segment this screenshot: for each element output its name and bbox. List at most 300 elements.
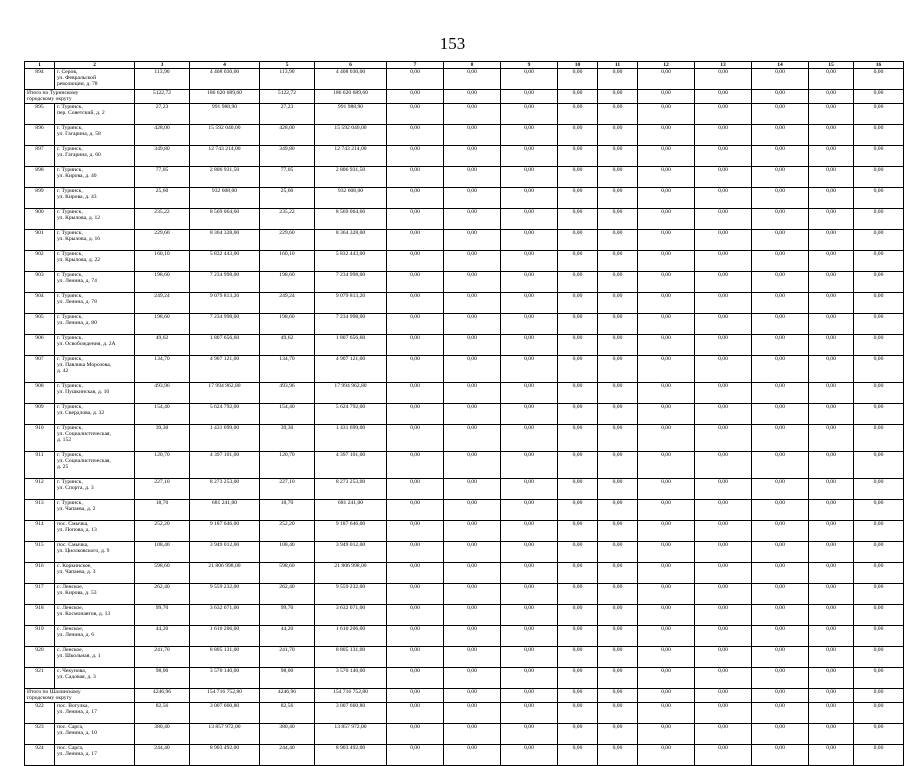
zero-cell: 0,00 [809, 745, 854, 766]
address-cell [55, 647, 135, 668]
address-cell [55, 167, 135, 188]
area-cell: 249,24 [135, 293, 190, 314]
zero-cell: 0,00 [558, 689, 598, 703]
zero-cell: 0,00 [638, 104, 695, 125]
zero-cell: 0,00 [638, 584, 695, 605]
address-line: пос. Смычка, [57, 521, 89, 528]
address-cell [55, 188, 135, 209]
address-cell [55, 521, 135, 542]
zero-cell: 0,00 [444, 479, 501, 500]
zero-cell: 0,00 [387, 146, 444, 167]
zero-cell: 0,00 [598, 404, 638, 425]
address-line: ул. Попова, д. 13 [57, 527, 97, 534]
table-row [25, 335, 904, 356]
row-number: 900 [25, 209, 55, 230]
address-line: д. 152 [57, 437, 72, 444]
zero-cell: 0,00 [854, 188, 904, 209]
address-line: ул. Кирова, д. 43 [57, 194, 97, 201]
zero-cell: 0,00 [501, 314, 558, 335]
table-row [25, 125, 904, 146]
row-number: 897 [25, 146, 55, 167]
table-row [25, 383, 904, 404]
zero-cell: 0,00 [501, 689, 558, 703]
address-cell [55, 542, 135, 563]
area-cell: 39,30 [260, 425, 315, 452]
zero-cell: 0,00 [598, 314, 638, 335]
address-line: пос. Сарга, [57, 724, 84, 731]
zero-cell: 0,00 [558, 452, 598, 479]
address-line: г. Туринск, [57, 452, 83, 459]
address-line: г. Туринск, [57, 104, 83, 111]
address-cell [55, 703, 135, 724]
zero-cell: 0,00 [752, 425, 809, 452]
zero-cell: 0,00 [752, 479, 809, 500]
cost-cell: 5 832 443,00 [315, 251, 387, 272]
header-row [25, 62, 904, 69]
zero-cell: 0,00 [598, 293, 638, 314]
area-cell: 108,40 [135, 542, 190, 563]
zero-cell: 0,00 [638, 647, 695, 668]
column-header: 16 [854, 62, 904, 69]
zero-cell: 0,00 [638, 745, 695, 766]
area-cell: 18,70 [260, 500, 315, 521]
area-cell: 235,22 [135, 209, 190, 230]
area-cell: 198,60 [260, 314, 315, 335]
zero-cell: 0,00 [638, 90, 695, 104]
zero-cell: 0,00 [854, 647, 904, 668]
address-cell [55, 425, 135, 452]
cost-cell: 7 234 998,00 [315, 272, 387, 293]
zero-cell: 0,00 [558, 521, 598, 542]
table-row [25, 404, 904, 425]
row-number: 913 [25, 500, 55, 521]
zero-cell: 0,00 [854, 356, 904, 383]
row-number: 895 [25, 104, 55, 125]
zero-cell: 0,00 [501, 383, 558, 404]
zero-cell: 0,00 [695, 479, 752, 500]
zero-cell: 0,00 [387, 167, 444, 188]
area-cell: 262,40 [135, 584, 190, 605]
zero-cell: 0,00 [387, 125, 444, 146]
zero-cell: 0,00 [752, 104, 809, 125]
address-cell [55, 69, 135, 90]
zero-cell: 0,00 [444, 425, 501, 452]
zero-cell: 0,00 [809, 703, 854, 724]
address-line: ул. Циолковского, д. 9 [57, 548, 110, 555]
zero-cell: 0,00 [638, 689, 695, 703]
zero-cell: 0,00 [695, 563, 752, 584]
zero-cell: 0,00 [854, 521, 904, 542]
zero-cell: 0,00 [501, 605, 558, 626]
row-number: 916 [25, 563, 55, 584]
row-number: 905 [25, 314, 55, 335]
zero-cell: 0,00 [695, 703, 752, 724]
zero-cell: 0,00 [558, 251, 598, 272]
table-row [25, 745, 904, 766]
address-cell [55, 668, 135, 689]
address-line: ул. Освобождения, д. 2А [57, 341, 116, 348]
zero-cell: 0,00 [752, 209, 809, 230]
address-line: ул. Февральской [57, 75, 97, 82]
area-cell: 198,60 [260, 272, 315, 293]
zero-cell: 0,00 [444, 703, 501, 724]
address-line: ул. Гагарина, д. 58 [57, 131, 101, 138]
zero-cell: 0,00 [752, 542, 809, 563]
area-cell: 5122,72 [260, 90, 315, 104]
zero-cell: 0,00 [387, 356, 444, 383]
zero-cell: 0,00 [638, 521, 695, 542]
address-cell [55, 230, 135, 251]
zero-cell: 0,00 [387, 452, 444, 479]
zero-cell: 0,00 [638, 542, 695, 563]
zero-cell: 0,00 [444, 209, 501, 230]
area-cell: 4246,96 [260, 689, 315, 703]
zero-cell: 0,00 [809, 188, 854, 209]
column-header: 4 [190, 62, 260, 69]
zero-cell: 0,00 [558, 125, 598, 146]
zero-cell: 0,00 [387, 209, 444, 230]
column-header: 2 [55, 62, 135, 69]
cost-cell: 3 570 140,00 [315, 668, 387, 689]
area-cell: 493,96 [260, 383, 315, 404]
zero-cell: 0,00 [558, 500, 598, 521]
cost-cell: 3 007 660,80 [315, 703, 387, 724]
cost-cell: 5 624 792,00 [315, 404, 387, 425]
cost-cell: 21 806 998,00 [315, 563, 387, 584]
zero-cell: 0,00 [809, 125, 854, 146]
row-number: 908 [25, 383, 55, 404]
zero-cell: 0,00 [809, 90, 854, 104]
area-cell: 160,10 [135, 251, 190, 272]
zero-cell: 0,00 [752, 383, 809, 404]
zero-cell: 0,00 [695, 251, 752, 272]
zero-cell: 0,00 [558, 425, 598, 452]
zero-cell: 0,00 [809, 209, 854, 230]
zero-cell: 0,00 [695, 745, 752, 766]
zero-cell: 0,00 [809, 425, 854, 452]
area-cell: 120,70 [260, 452, 315, 479]
zero-cell: 0,00 [809, 647, 854, 668]
zero-cell: 0,00 [854, 689, 904, 703]
zero-cell: 0,00 [501, 125, 558, 146]
row-number: 903 [25, 272, 55, 293]
zero-cell: 0,00 [695, 104, 752, 125]
table-row [25, 521, 904, 542]
area-cell: 428,00 [260, 125, 315, 146]
zero-cell: 0,00 [444, 251, 501, 272]
table-row [25, 647, 904, 668]
table-row [25, 724, 904, 745]
area-cell: 39,30 [135, 425, 190, 452]
zero-cell: 0,00 [809, 500, 854, 521]
zero-cell: 0,00 [695, 356, 752, 383]
zero-cell: 0,00 [638, 272, 695, 293]
zero-cell: 0,00 [501, 425, 558, 452]
zero-cell: 0,00 [387, 314, 444, 335]
zero-cell: 0,00 [809, 167, 854, 188]
row-number: 904 [25, 293, 55, 314]
zero-cell: 0,00 [809, 104, 854, 125]
zero-cell: 0,00 [638, 209, 695, 230]
table-row [25, 146, 904, 167]
zero-cell: 0,00 [558, 745, 598, 766]
zero-cell: 0,00 [387, 500, 444, 521]
zero-cell: 0,00 [809, 383, 854, 404]
address-cell [55, 356, 135, 383]
row-number: 906 [25, 335, 55, 356]
zero-cell: 0,00 [501, 452, 558, 479]
zero-cell: 0,00 [387, 521, 444, 542]
zero-cell: 0,00 [558, 479, 598, 500]
zero-cell: 0,00 [444, 500, 501, 521]
zero-cell: 0,00 [387, 90, 444, 104]
area-cell: 134,70 [135, 356, 190, 383]
zero-cell: 0,00 [638, 251, 695, 272]
table-row [25, 230, 904, 251]
table-row [25, 314, 904, 335]
zero-cell: 0,00 [854, 209, 904, 230]
zero-cell: 0,00 [854, 703, 904, 724]
zero-cell: 0,00 [387, 724, 444, 745]
zero-cell: 0,00 [695, 668, 752, 689]
zero-cell: 0,00 [695, 272, 752, 293]
zero-cell: 0,00 [854, 500, 904, 521]
cost-cell: 3 007 660,80 [190, 703, 260, 724]
address-line: г. Туринск, [57, 500, 83, 507]
address-line: г. Туринск, [57, 209, 83, 216]
zero-cell: 0,00 [387, 69, 444, 90]
zero-cell: 0,00 [501, 626, 558, 647]
zero-cell: 0,00 [444, 167, 501, 188]
zero-cell: 0,00 [752, 689, 809, 703]
zero-cell: 0,00 [809, 724, 854, 745]
zero-cell: 0,00 [501, 542, 558, 563]
zero-cell: 0,00 [638, 188, 695, 209]
cost-cell: 8 805 131,00 [190, 647, 260, 668]
address-line: с. Коркинское, [57, 563, 92, 570]
zero-cell: 0,00 [809, 356, 854, 383]
address-line: ул. Крылова, д. 22 [57, 257, 101, 264]
zero-cell: 0,00 [387, 703, 444, 724]
table-row [25, 452, 904, 479]
cost-cell: 13 857 972,00 [190, 724, 260, 745]
zero-cell: 0,00 [695, 69, 752, 90]
zero-cell: 0,00 [501, 563, 558, 584]
area-cell: 44,20 [260, 626, 315, 647]
address-line: революции, д. 78 [57, 81, 98, 88]
cost-cell: 3 949 012,00 [190, 542, 260, 563]
area-cell: 77,05 [135, 167, 190, 188]
zero-cell: 0,00 [501, 703, 558, 724]
zero-cell: 0,00 [752, 125, 809, 146]
zero-cell: 0,00 [501, 251, 558, 272]
zero-cell: 0,00 [752, 167, 809, 188]
zero-cell: 0,00 [752, 521, 809, 542]
zero-cell: 0,00 [598, 383, 638, 404]
zero-cell: 0,00 [501, 69, 558, 90]
zero-cell: 0,00 [444, 689, 501, 703]
zero-cell: 0,00 [854, 668, 904, 689]
zero-cell: 0,00 [854, 146, 904, 167]
zero-cell: 0,00 [558, 724, 598, 745]
cost-cell: 13 857 972,00 [315, 724, 387, 745]
zero-cell: 0,00 [695, 689, 752, 703]
cost-cell: 8 273 253,00 [190, 479, 260, 500]
address-line: ул. Гагарина, д. 60 [57, 152, 101, 159]
cost-cell: 4 408 030,00 [315, 69, 387, 90]
cost-cell: 17 994 962,80 [190, 383, 260, 404]
zero-cell: 0,00 [444, 272, 501, 293]
cost-cell: 3 632 071,00 [315, 605, 387, 626]
zero-cell: 0,00 [638, 703, 695, 724]
column-header: 13 [695, 62, 752, 69]
zero-cell: 0,00 [854, 563, 904, 584]
zero-cell: 0,00 [387, 563, 444, 584]
cost-cell: 2 806 931,50 [190, 167, 260, 188]
cost-cell: 3 570 140,00 [190, 668, 260, 689]
zero-cell: 0,00 [854, 104, 904, 125]
zero-cell: 0,00 [598, 272, 638, 293]
zero-cell: 0,00 [501, 209, 558, 230]
area-cell: 154,40 [260, 404, 315, 425]
area-cell: 198,60 [135, 272, 190, 293]
zero-cell: 0,00 [752, 584, 809, 605]
zero-cell: 0,00 [558, 404, 598, 425]
zero-cell: 0,00 [444, 452, 501, 479]
table-row [25, 479, 904, 500]
subtotal-label-line: Итого по Туринскому [27, 90, 79, 97]
address-line: ул. Чапаева, д. 2 [57, 506, 96, 513]
zero-cell: 0,00 [809, 668, 854, 689]
zero-cell: 0,00 [752, 404, 809, 425]
cost-cell: 9 079 813,20 [315, 293, 387, 314]
zero-cell: 0,00 [854, 479, 904, 500]
address-line: с. Чекунова, [57, 668, 87, 675]
zero-cell: 0,00 [854, 272, 904, 293]
zero-cell: 0,00 [638, 425, 695, 452]
zero-cell: 0,00 [695, 383, 752, 404]
zero-cell: 0,00 [752, 293, 809, 314]
cost-cell: 1 610 206,00 [315, 626, 387, 647]
address-line: ул. Ленина, д. 80 [57, 320, 97, 327]
zero-cell: 0,00 [638, 605, 695, 626]
area-cell: 598,60 [260, 563, 315, 584]
area-cell: 154,40 [135, 404, 190, 425]
zero-cell: 0,00 [695, 724, 752, 745]
address-line: г. Туринск, [57, 404, 83, 411]
zero-cell: 0,00 [387, 293, 444, 314]
address-line: г. Туринск, [57, 251, 83, 258]
zero-cell: 0,00 [501, 90, 558, 104]
zero-cell: 0,00 [752, 188, 809, 209]
zero-cell: 0,00 [854, 230, 904, 251]
zero-cell: 0,00 [854, 69, 904, 90]
zero-cell: 0,00 [809, 314, 854, 335]
zero-cell: 0,00 [501, 647, 558, 668]
zero-cell: 0,00 [444, 293, 501, 314]
zero-cell: 0,00 [695, 230, 752, 251]
column-header: 9 [501, 62, 558, 69]
cost-cell: 7 234 998,00 [315, 314, 387, 335]
zero-cell: 0,00 [444, 563, 501, 584]
cost-cell: 1 807 656,60 [190, 335, 260, 356]
zero-cell: 0,00 [387, 479, 444, 500]
zero-cell: 0,00 [444, 521, 501, 542]
table-row [25, 188, 904, 209]
address-line: д. 25 [57, 464, 69, 471]
cost-cell: 1 807 656,60 [315, 335, 387, 356]
zero-cell: 0,00 [809, 626, 854, 647]
zero-cell: 0,00 [598, 69, 638, 90]
zero-cell: 0,00 [752, 452, 809, 479]
area-cell: 252,20 [135, 521, 190, 542]
address-line: ул. Социалистическая, [57, 431, 111, 438]
zero-cell: 0,00 [444, 383, 501, 404]
zero-cell: 0,00 [752, 335, 809, 356]
cost-cell: 8 805 131,00 [315, 647, 387, 668]
area-cell: 98,00 [135, 668, 190, 689]
zero-cell: 0,00 [598, 647, 638, 668]
subtotal-label [25, 689, 135, 703]
zero-cell: 0,00 [598, 542, 638, 563]
zero-cell: 0,00 [444, 356, 501, 383]
area-cell: 49,62 [135, 335, 190, 356]
address-line: г. Туринск, [57, 479, 83, 486]
zero-cell: 0,00 [638, 314, 695, 335]
row-number: 920 [25, 647, 55, 668]
zero-cell: 0,00 [695, 605, 752, 626]
cost-cell: 21 806 998,00 [190, 563, 260, 584]
zero-cell: 0,00 [695, 188, 752, 209]
area-cell: 349,80 [260, 146, 315, 167]
address-line: ул. Ленина, д. 6 [57, 632, 95, 639]
zero-cell: 0,00 [638, 724, 695, 745]
address-cell [55, 104, 135, 125]
address-line: ул. Садовая, д. 3 [57, 674, 96, 681]
zero-cell: 0,00 [598, 146, 638, 167]
column-header: 11 [598, 62, 638, 69]
zero-cell: 0,00 [501, 584, 558, 605]
area-cell: 82,56 [135, 703, 190, 724]
table-row [25, 626, 904, 647]
zero-cell: 0,00 [501, 293, 558, 314]
cost-cell: 8 569 064,60 [315, 209, 387, 230]
zero-cell: 0,00 [444, 668, 501, 689]
address-cell [55, 251, 135, 272]
cost-cell: 681 241,00 [190, 500, 260, 521]
zero-cell: 0,00 [501, 230, 558, 251]
zero-cell: 0,00 [638, 125, 695, 146]
table-row [25, 542, 904, 563]
cost-cell: 186 620 689,60 [190, 90, 260, 104]
zero-cell: 0,00 [752, 647, 809, 668]
zero-cell: 0,00 [809, 69, 854, 90]
column-header: 5 [260, 62, 315, 69]
zero-cell: 0,00 [854, 293, 904, 314]
table-row [25, 104, 904, 125]
area-cell: 160,10 [260, 251, 315, 272]
address-line: г. Серов, [57, 69, 78, 76]
zero-cell: 0,00 [558, 209, 598, 230]
row-number: 914 [25, 521, 55, 542]
zero-cell: 0,00 [809, 563, 854, 584]
address-line: ул. Ленина, д. 17 [57, 709, 97, 716]
zero-cell: 0,00 [752, 605, 809, 626]
zero-cell: 0,00 [752, 563, 809, 584]
cost-cell: 4 907 121,00 [190, 356, 260, 383]
zero-cell: 0,00 [444, 404, 501, 425]
row-number: 912 [25, 479, 55, 500]
